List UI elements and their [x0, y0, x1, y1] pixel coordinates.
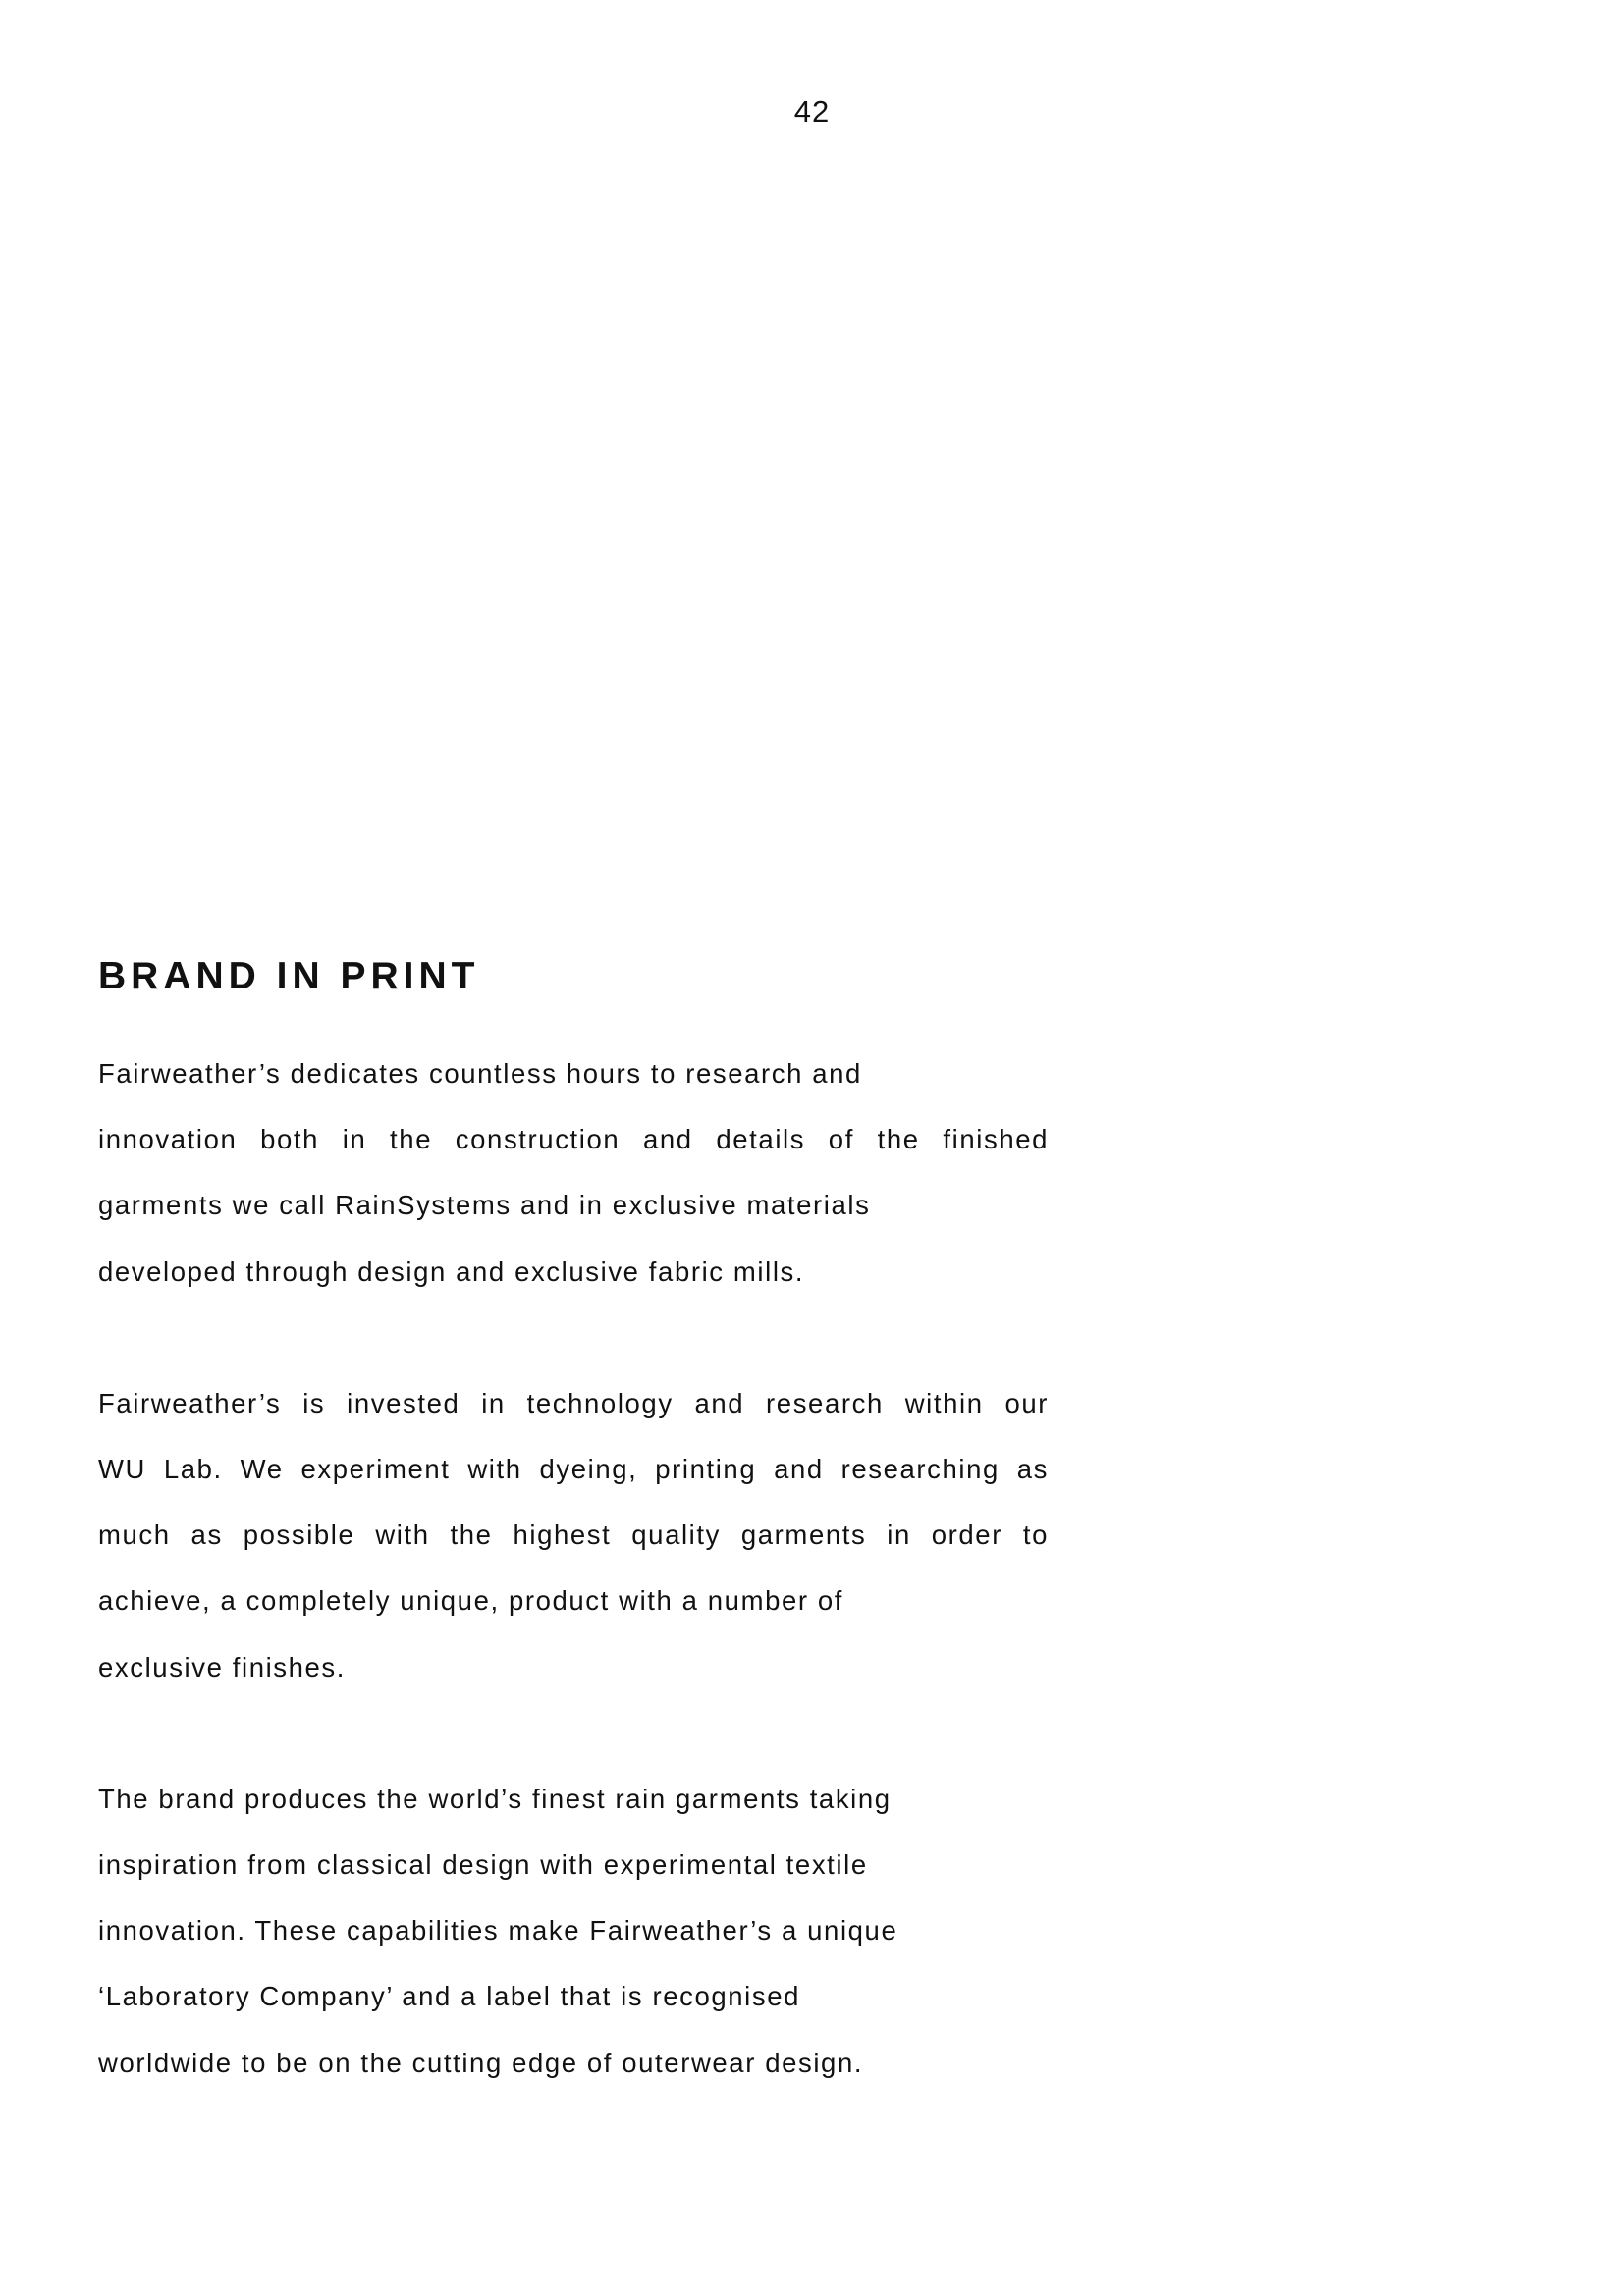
paragraph-line: Fairweather’s dedicates countless hours to research and — [98, 1058, 862, 1089]
paragraph-line: innovation both in the construction and details of the finished — [98, 1124, 1049, 1155]
paragraph-line: inspiration from classical design with experimental textile — [98, 1849, 868, 1881]
paragraph-line: worldwide to be on the cutting edge of outerwear design. — [98, 2047, 864, 2078]
paragraph-line: much as possible with the highest quality garments in order to — [98, 1520, 1049, 1551]
paragraph-line: The brand produces the world’s finest rain garments taking — [98, 1783, 892, 1814]
paragraph-line: WU Lab. We experiment with dyeing, printing and researching as — [98, 1454, 1049, 1485]
paragraph-line: exclusive finishes. — [98, 1651, 347, 1682]
paragraph-line: Fairweather’s is invested in technology and research within our — [98, 1387, 1049, 1418]
page-number: 42 — [793, 94, 831, 129]
section-heading: BRAND IN PRINT — [98, 955, 480, 997]
paragraph-research — [98, 1041, 1049, 1305]
paragraph-line: ‘Laboratory Company’ and a label that is recognised — [98, 1981, 800, 2012]
paragraph-brand — [98, 1766, 1049, 2096]
paragraph-line: garments we call RainSystems and in exclusive materials — [98, 1190, 871, 1221]
paragraph-line: developed through design and exclusive fabric mills. — [98, 1255, 805, 1287]
paragraph-line: innovation. These capabilities make Fairweather’s a unique — [98, 1915, 898, 1947]
paragraph-lab — [98, 1370, 1049, 1700]
paragraph-line: achieve, a completely unique, product with a number of — [98, 1585, 844, 1617]
brand-in-print-section — [98, 942, 1049, 2162]
